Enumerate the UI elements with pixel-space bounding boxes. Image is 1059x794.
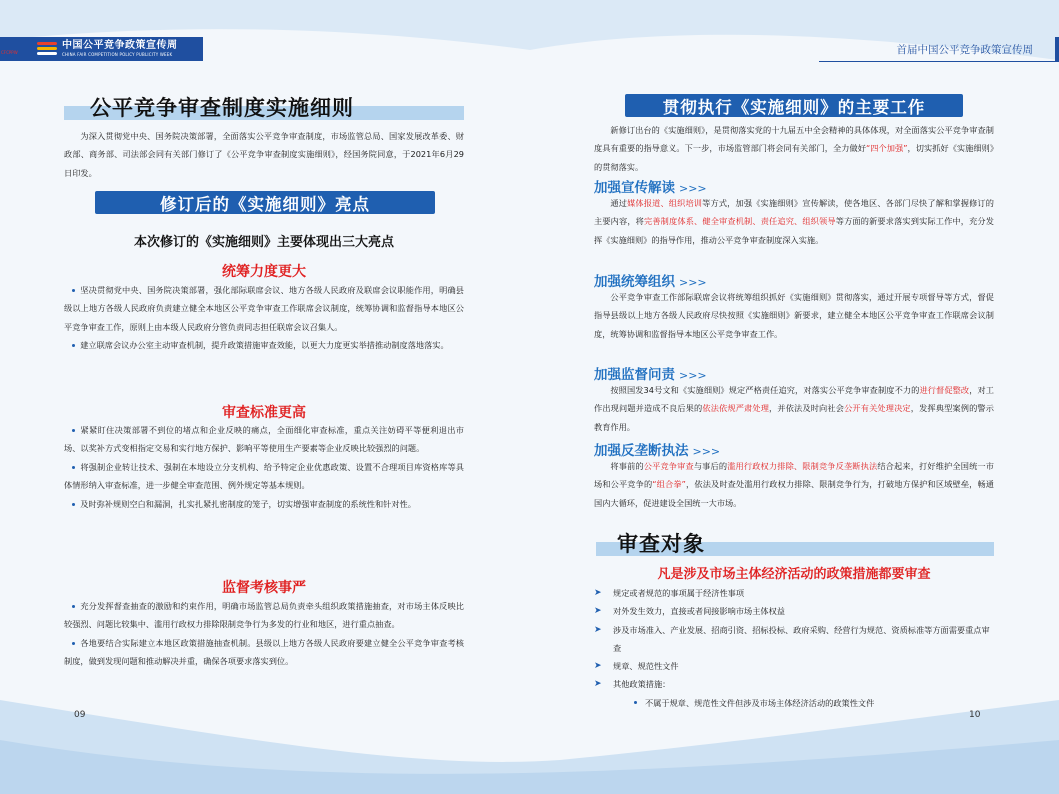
main-work-pill: 贯彻执行《实施细则》的主要工作 [625,94,963,117]
bullet-dot [634,701,637,704]
list-item: ➤ 其他政策措施： [594,675,994,693]
heading-coordination: 统筹力度更大 [222,264,306,280]
page-title-left: 公平竞争审查制度实施细则 [90,96,354,120]
scope-statement: 凡是涉及市场主体经济活动的政策措施都要审查 [657,567,931,582]
bullet-dot [72,642,75,645]
header-right [819,37,1059,62]
logo-title: 中国公平竞争政策宣传周 [62,40,178,51]
left-intro: 为深入贯彻党中央、国务院决策部署，全面落实公平竞争审查制度，市场监管总局、国家发展改革委、财政部、商务部、司法部会同有关部门修订了《公平竞争审查制度实施细则》，经国务院同意，于2021年6月29日印发。 [64,131,464,178]
bullet-dot [72,605,75,608]
bullet-dot [72,503,75,506]
standards-body: 紧紧盯住决策部署不到位的堵点和企业反映的痛点，全面细化审查标准，重点关注妨碍平等便利退出市场、以奖补方式变相指定交易和实行地方保护、影响平等使用生产要素等企业反映比较强烈的问题。 将强制企业转让技术、强制在本地设立分支机构、给予特定企业优惠政策、设置不合理项目库资格库等具体情形纳入审查标准，进一步健全审查范围、例外规定等基本规则。 及时弥补规则空白和漏洞，扎实扎紧扎密制度的笼子，切实增强审查制度的系统性和针对性。 [64,425,464,509]
heading-standards: 审查标准更高 [222,405,306,421]
list-item: ➤ 规定或者规范的事项属于经济性事项 [594,584,994,602]
page-number-right: 10 [969,710,981,720]
logo-icon [37,42,57,56]
header-right-title: 首届中国公平竞争政策宣传周 [896,44,1033,56]
bullet-dot [72,344,75,347]
logo-tag: CFCPPW [1,50,18,55]
highlights-pill: 修订后的《实施细则》亮点 [95,191,435,214]
coordination-body: 坚决贯彻党中央、国务院决策部署，强化部际联席会议、地方各级人民政府及联席会议职能作用，明确县级以上地方各级人民政府负责建立健全本地区公平竞争审查工作联席会议制度，统筹协调和监督指导本地区公平竞争审查工作，原则上由本级人民政府分管负责同志担任联席会议召集人。 建立联席会议办公室主动审查机制，提升政策措施审查效能，以更大力度更实举措推动制度落地落实。 [64,285,464,351]
heading-organization: 加强统筹组织 >>> [594,274,707,290]
heading-antitrust: 加强反垄断执法 >>> [594,443,721,459]
list-item: ➤ 规章、规范性文件 [594,657,994,675]
organization-body: 公平竞争审查工作部际联席会议将统筹组织抓好《实施细则》贯彻落实，通过开展专项督导等方式，督促指导县级以上地方各级人民政府尽快按照《实施细则》新要求，建立健全本地区公平竞争审查工作联席会议制度，统筹协调和监督指导本地区公平竞争审查工作。 [594,292,994,339]
bullet-dot [72,429,75,432]
arrow-right-icon: ➤ [594,624,602,635]
chevron-right-icon: >>> [679,276,707,289]
scope-list [594,584,994,712]
accountability-body: 按照国发34号文和《实施细则》规定严格责任追究，对落实公平竞争审查制度不力的进行督促整改，对工作出现问题并造成不良后果的依法依规严肃处理，并依法及时向社会公开有关处理决定，发挥典型案例的警示教育作用。 [594,385,994,432]
logo-subtitle: CHINA FAIR COMPETITION POLICY PUBLICITY WEEK [62,52,173,57]
antitrust-body: 将事前的公平竞争审查与事后的滥用行政权力排除、限制竞争反垄断执法结合起来，打好维护全国统一市场和公平竞争的“组合拳”，依法及时查处滥用行政权力排除、限制竞争行为，打破地方保护和区域壁垒，畅通国内大循环，促进建设全国统一大市场。 [594,461,994,508]
highlights-subtitle: 本次修订的《实施细则》主要体现出三大亮点 [133,235,394,250]
scope-title: 审查对象 [617,532,705,556]
arrow-right-icon: ➤ [594,606,602,617]
bullet-dot [72,289,75,292]
chevron-right-icon: >>> [679,182,707,195]
right-intro: 新修订出台的《实施细则》，是贯彻落实党的十九届五中全会精神的具体体现，对全面落实公平竞争审查制度具有重要的指导意义。下一步，市场监管部门将会同有关部门，全力做好“四个加强”，切实抓好《实施细则》的贯彻落实。 [594,125,994,172]
publicity-body: 通过媒体报道、组织培训等方式，加强《实施细则》宣传解读，使各地区、各部门尽快了解和掌握修订的主要内容，将完善制度体系、健全审查机制、责任追究、组织领导等方面的新要求落实到实际工作中，充分发挥《实施细则》的指导作用，推动公平竞争审查制度深入实施。 [594,198,994,245]
supervision-body: 充分发挥督查抽查的激励和约束作用，明确市场监管总局负责牵头组织政策措施抽查，对市场主体反映比较强烈、问题比较集中、滥用行政权力排除限制竞争行为多发的行业和地区，进行重点抽查。 各地要结合实际建立本地区政策措施抽查机制。县级以上地方各级人民政府要建立健全公平竞争审查考核制度，做到发现问题和推动解决并重，确保各项要求落实到位。 [64,601,464,667]
heading-publicity: 加强宣传解读 >>> [594,180,707,196]
header-logo-bar [0,37,203,61]
arrow-right-icon: ➤ [594,679,602,690]
chevron-right-icon: >>> [692,445,721,458]
arrow-right-icon: ➤ [594,661,602,672]
heading-accountability: 加强监督问责 >>> [594,367,707,383]
heading-supervision: 监督考核事严 [222,580,306,596]
page-number-left: 09 [74,710,86,720]
list-item: ➤ 涉及市场准入、产业发展、招商引资、招标投标、政府采购、经营行为规范、资质标准等方面需要重点审查 [594,621,994,658]
bullet-dot [72,466,75,469]
list-subitem: 不属于规章、规范性文件但涉及市场主体经济活动的政策性文件 [594,694,994,712]
list-item: ➤ 对外发生效力，直接或者间接影响市场主体权益 [594,602,994,620]
arrow-right-icon: ➤ [594,588,602,598]
header-right-accent [1055,37,1059,61]
chevron-right-icon: >>> [679,369,707,382]
